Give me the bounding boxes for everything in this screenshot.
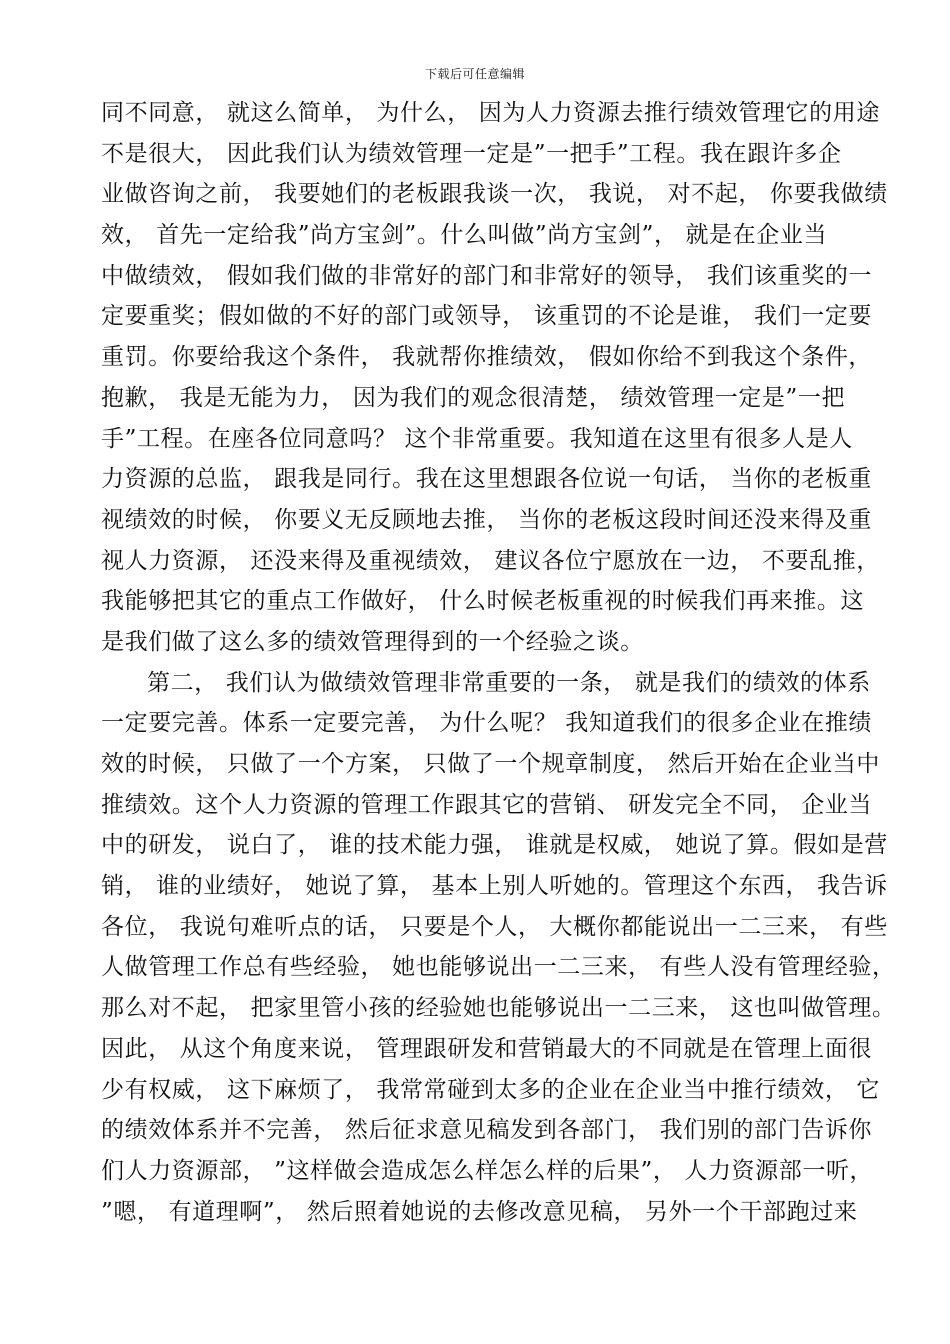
paragraph-1-line-3: 业做咨询之前， 我要她们的老板跟我谈一次， 我说， 对不起， 你要我做绩 [101,181,888,208]
paragraph-2-line-2: 一定要完善。体系一定要完善， 为什么呢？ 我知道我们的很多企业在推绩 [101,710,873,737]
paragraph-1-line-9: 手”工程。在座各位同意吗？ 这个非常重要。我知道在这里有很多人是人 [101,425,853,452]
paragraph-1-line-6: 定要重奖；假如做的不好的部门或领导， 该重罚的不论是谁， 我们一定要 [101,303,873,330]
paragraph-2-line-14: ”嗯， 有道理啊”， 然后照着她说的去修改意见稿， 另外一个干部跑过来 [101,1198,858,1225]
paragraph-1-line-4: 效， 首先一定给我”尚方宝剑”。什么叫做”尚方宝剑”， 就是在企业当 [101,222,828,249]
paragraph-1 [101,93,888,663]
paragraph-2-line-9: 那么对不起， 把家里管小孩的经验她也能够说出一二三来， 这也叫做管理。 [101,995,896,1022]
paragraph-1-line-12: 视人力资源， 还没来得及重视绩效， 建议各位宁愿放在一边， 不要乱推， [101,547,880,574]
paragraph-1-line-8: 抱歉， 我是无能为力， 因为我们的观念很清楚， 绩效管理一定是”一把 [101,384,846,411]
paragraph-1-line-2: 不是很大， 因此我们认为绩效管理一定是”一把手”工程。我在跟许多企 [101,140,842,167]
paragraph-2-line-6: 销， 谁的业绩好， 她说了算， 基本上别人听她的。管理这个东西， 我告诉 [101,873,888,900]
paragraph-2-line-8: 人做管理工作总有些经验， 她也能够说出一二三来， 有些人没有管理经验， [101,954,896,981]
paragraph-2-line-5: 中的研发， 说白了， 谁的技术能力强， 谁就是权威， 她说了算。假如是营 [101,832,888,859]
paragraph-2-line-3: 效的时候， 只做了一个方案， 只做了一个规章制度， 然后开始在企业当中 [101,751,880,777]
paragraph-2-line-12: 的绩效体系并不完善， 然后征求意见稿发到各部门， 我们别的部门告诉你 [101,1117,873,1144]
paragraph-2-line-1: 第二， 我们认为做绩效管理非常重要的一条， 就是我们的绩效的体系 [147,669,871,696]
document-body [101,93,896,1232]
paragraph-1-line-5: 中做绩效， 假如我们做的非常好的部门和非常好的领导， 我们该重奖的一 [101,262,873,289]
paragraph-2-line-4: 推绩效。这个人力资源的管理工作跟其它的营销、 研发完全不同， 企业当 [101,791,873,818]
paragraph-2 [101,663,896,1233]
paragraph-2-line-7: 各位， 我说句难听点的话， 只要是个人， 大概你都能说出一二三来， 有些 [101,913,888,940]
paragraph-2-line-10: 因此， 从这个角度来说， 管理跟研发和营销最大的不同就是在管理上面很 [101,1035,873,1062]
paragraph-2-line-11: 少有权威， 这下麻烦了， 我常常碰到太多的企业在企业当中推行绩效， 它 [101,1076,880,1103]
paragraph-1-line-1: 同不同意， 就这么简单， 为什么， 因为人力资源去推行绩效管理它的用途 [101,100,880,126]
page-header: 下载后可任意编辑 [424,67,525,81]
paragraph-1-line-10: 力资源的总监， 跟我是同行。我在这里想跟各位说一句话， 当你的老板重 [101,466,873,493]
paragraph-2-line-13: 们人力资源部， ”这样做会造成怎么样怎么样的后果”， 人力资源部一听， [101,1157,874,1184]
paragraph-1-line-13: 我能够把其它的重点工作做好， 什么时候老板重视的时候我们再来推。这 [101,588,865,615]
paragraph-1-line-14: 是我们做了这么多的绩效管理得到的一个经验之谈。 [101,628,644,655]
paragraph-1-line-11: 视绩效的时候， 你要义无反顾地去推， 当你的老板这段时间还没来得及重 [101,506,873,533]
paragraph-1-line-7: 重罚。你要给我这个条件， 我就帮你推绩效， 假如你给不到我这个条件， [101,344,873,371]
